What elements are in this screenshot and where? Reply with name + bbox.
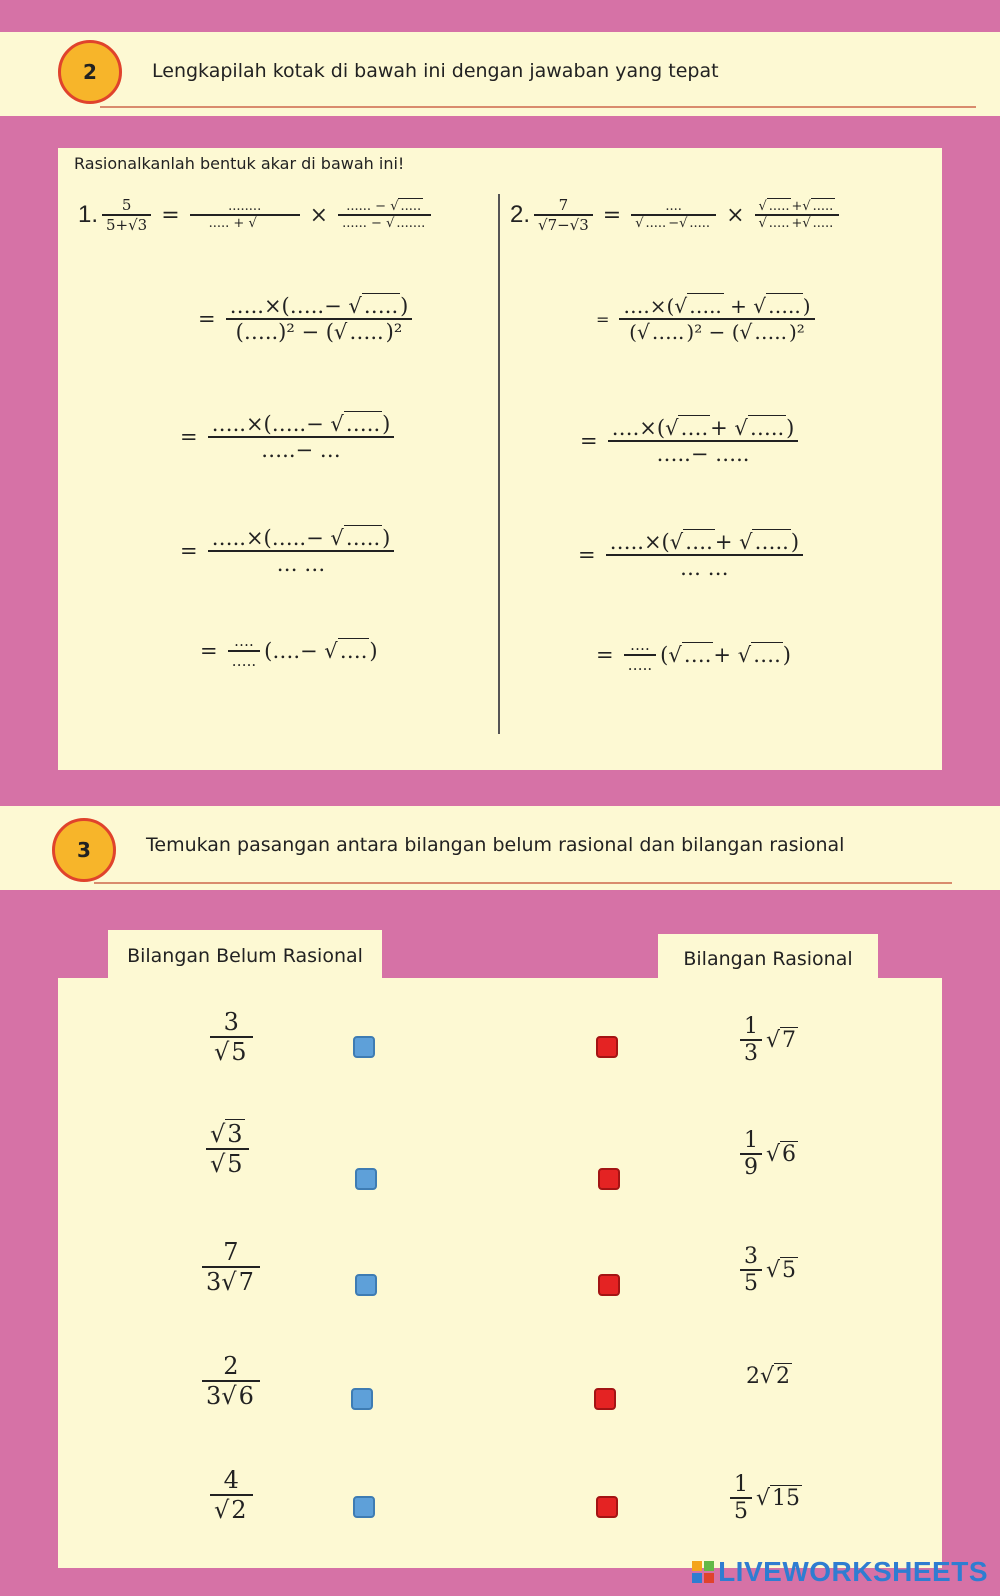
right-connector-2[interactable] [598,1168,620,1190]
f1-num: ........ [228,199,262,214]
f2-den: ...... − √ ....... [342,216,426,231]
section2-title: Lengkapilah kotak di bawah ini dengan jawaban yang tepat [152,60,719,82]
right-connector-3[interactable] [598,1274,620,1296]
right-item-4: 2 √2 [746,1364,791,1389]
column-divider [498,194,500,734]
left-item-5: $\frac{4}{√2}$ [206,1466,257,1524]
left-item-2: $\frac{√3}{√5}$ [202,1120,253,1178]
matching-panel [58,978,942,1568]
problem2-line4[interactable]: = $\frac{\dots..\times(√\dots.+ √\dots..)}{\dots \dots}$ [572,530,807,580]
lhs-den: 5+√3 [106,216,148,234]
problem1-line4[interactable]: = $\frac{\dots..\times(\dots..- √\dots..)}{\dots \dots}$ [174,526,398,576]
left-connector-5[interactable] [353,1496,375,1518]
problem2-line5[interactable]: = $\frac{\dots.}{\dots..}$ (√….+ √….) [596,636,791,674]
f1-den: ..... + √ [205,216,285,231]
brand-text: LIVEWORKSHEETS [718,1556,988,1587]
right-column-header: Bilangan Rasional [658,934,878,984]
left-connector-3[interactable] [355,1274,377,1296]
problem2-line3[interactable]: = $\frac{\dots.\times(√\dots.+ √\dots..)}{\dots..- \dots..}$ [574,416,802,466]
right-item-2: $\frac{1}{9}$ √6 [736,1128,798,1180]
instruction: Rasionalkanlah bentuk akar di bawah ini! [74,154,405,173]
left-item-4: $\frac{2}{3√6}$ [198,1352,264,1410]
brand-icon [692,1561,714,1583]
problem1-line2[interactable]: = $\frac{\dots..\times(\dots..- √\dots..)}{\text{(…..)² − (√…..)²}}$ [192,294,416,344]
section3-header [0,806,1000,890]
section2-header [0,32,1000,116]
problem2-label: 2. [510,201,531,228]
right-connector-1[interactable] [596,1036,618,1058]
problem2-f2[interactable]: $\frac{√ ..... +√ .....}{√ ..... +√ .....}$ [755,199,840,231]
right-connector-5[interactable] [596,1496,618,1518]
problem1-label: 1. [78,201,99,228]
left-connector-2[interactable] [355,1168,377,1190]
problem1-line5[interactable]: = $\frac{\dots.}{\dots..}$ (….− √….) [200,632,378,670]
problem1-f2[interactable] [338,199,431,231]
section3-number: 3 [77,838,91,862]
problem2-lhs: $\frac{7}{√7-√3}$ [534,196,593,234]
problem2-line2[interactable]: = $\frac{\dots.\times(√ \dots.. + √ \dots.. )}{\text{(√ ….. )² − (√ ….. )²}}$ [590,294,819,344]
left-connector-1[interactable] [353,1036,375,1058]
liveworksheets-logo [692,1556,988,1588]
right-item-3: $\frac{3}{5}$ √5 [736,1244,798,1296]
left-item-1: $\frac{3}{√5}$ [206,1008,257,1066]
left-connector-4[interactable] [351,1388,373,1410]
problem1-line3[interactable]: = $\frac{\dots..\times(\dots..- √\dots..)}{\dots..- \dots}$ [174,412,398,462]
section2-number-badge [58,40,122,104]
left-column-header: Bilangan Belum Rasional [108,930,382,982]
problem1-lhs [102,196,151,234]
problem1-line1: 1. $\frac{5}{5+√3}$ = $\frac{........}{..... + √}$ × $\frac{...... - √ .....}{...... - √ .......}$ [78,196,435,234]
section3-number-badge [52,818,116,882]
section3-title: Temukan pasangan antara bilangan belum rasional dan bilangan rasional [146,834,845,856]
right-connector-4[interactable] [594,1388,616,1410]
right-item-1: $\frac{1}{3}$ √7 [736,1014,798,1066]
lhs-num: 5 [121,196,132,214]
section2-panel [58,148,942,770]
problem2-line1: 2. $\frac{7}{√7-√3}$ = $\frac{....}{√ ..... -√ .....}$ × $\frac{√ ..... +√ .....}{√ ..... +√ .....}$ [510,196,843,234]
left-item-3: $\frac{7}{3√7}$ [198,1238,264,1296]
problem1-f1[interactable] [190,199,300,231]
f2-num: ...... − √ ..... [346,199,422,214]
section2-number: 2 [83,60,97,84]
right-item-5: $\frac{1}{5}$ √15 [726,1472,802,1524]
problem2-f1[interactable]: $\frac{....}{√ ..... -√ .....}$ [631,199,716,231]
